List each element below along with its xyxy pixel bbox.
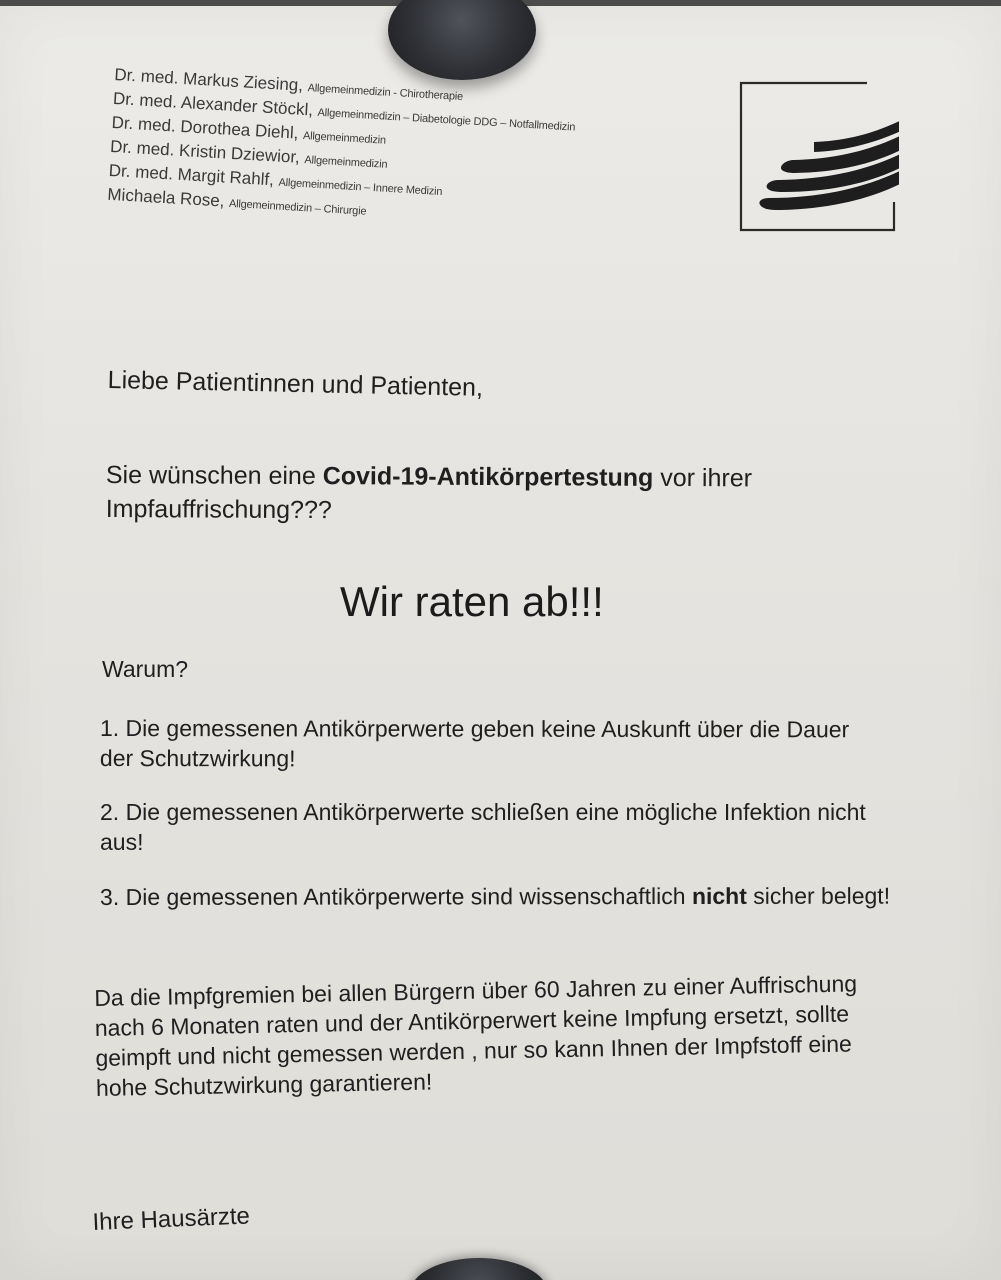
warum-heading: Warum? xyxy=(102,656,189,682)
doctor-specialty: Allgemeinmedizin xyxy=(304,154,388,171)
reason-line: 1. Die gemessenen Antikörperwerte geben keine Auskunft über die Dauer xyxy=(99,715,850,743)
question-line-2: Impfauffrischung??? xyxy=(105,494,332,525)
doctor-name: Dr. med. Kristin Dziewior, xyxy=(109,136,301,167)
headline: Wir raten ab!!! xyxy=(340,578,604,625)
doctor-name: Dr. med. Margit Rahlf, xyxy=(108,160,275,190)
question-suffix: vor ihrer xyxy=(660,463,753,493)
reason-line: der Schutzwirkung! xyxy=(99,744,296,772)
doctor-specialty: Allgemeinmedizin – Innere Medizin xyxy=(278,176,443,199)
doctor-name: Dr. med. Markus Ziesing, xyxy=(113,64,304,95)
question-prefix: Sie wünschen eine xyxy=(105,460,316,491)
doctor-name: Michaela Rose, xyxy=(106,184,226,211)
doctor-specialty: Allgemeinmedizin – Chirurgie xyxy=(228,197,367,218)
question-line xyxy=(106,458,752,495)
closing-line: Da die Impfgremien bei allen Bürgern über 60 Jahren zu einer Auffrischung xyxy=(94,970,858,1011)
closing-paragraph xyxy=(94,968,859,1103)
closing-line: nach 6 Monaten raten und der Antikörperwert keine Impfung ersetzt, sollte xyxy=(94,1000,850,1041)
signature: Ihre Hausärzte xyxy=(92,1202,251,1236)
practice-logo-icon xyxy=(739,80,899,232)
reason-line: 2. Die gemessenen Antikörperwerte schließen eine mögliche Infektion nicht xyxy=(100,799,866,825)
doctor-specialty: Allgemeinmedizin – Diabetologie DDG – Notfallmedizin xyxy=(317,106,576,134)
closing-line: geimpft und nicht gemessen werden , nur so kann Ihnen der Impfstoff eine xyxy=(95,1030,853,1071)
closing-line: hohe Schutzwirkung garantieren! xyxy=(95,1068,433,1101)
reason-line: aus! xyxy=(100,829,144,855)
question-emphasis: Covid-19-Antikörpertestung xyxy=(322,462,654,492)
notice-sheet xyxy=(0,6,1001,1280)
doctor-list xyxy=(107,64,578,234)
question-paragraph xyxy=(106,458,752,529)
doctor-name: Dr. med. Alexander Stöckl, xyxy=(112,88,314,120)
reason-prefix: 3. Die gemessenen Antikörperwerte sind wissenschaftlich xyxy=(100,882,686,910)
reason-item xyxy=(100,797,866,857)
doctor-specialty: Allgemeinmedizin - Chirotherapie xyxy=(307,82,464,104)
doctor-name: Dr. med. Dorothea Diehl, xyxy=(111,112,299,143)
reason-item xyxy=(100,713,849,774)
greeting: Liebe Patientinnen und Patienten, xyxy=(107,366,484,402)
doctor-specialty: Allgemeinmedizin xyxy=(302,129,387,147)
reason-emphasis: nicht xyxy=(691,882,747,909)
reason-item xyxy=(100,881,890,912)
reason-suffix: sicher belegt! xyxy=(753,882,891,909)
